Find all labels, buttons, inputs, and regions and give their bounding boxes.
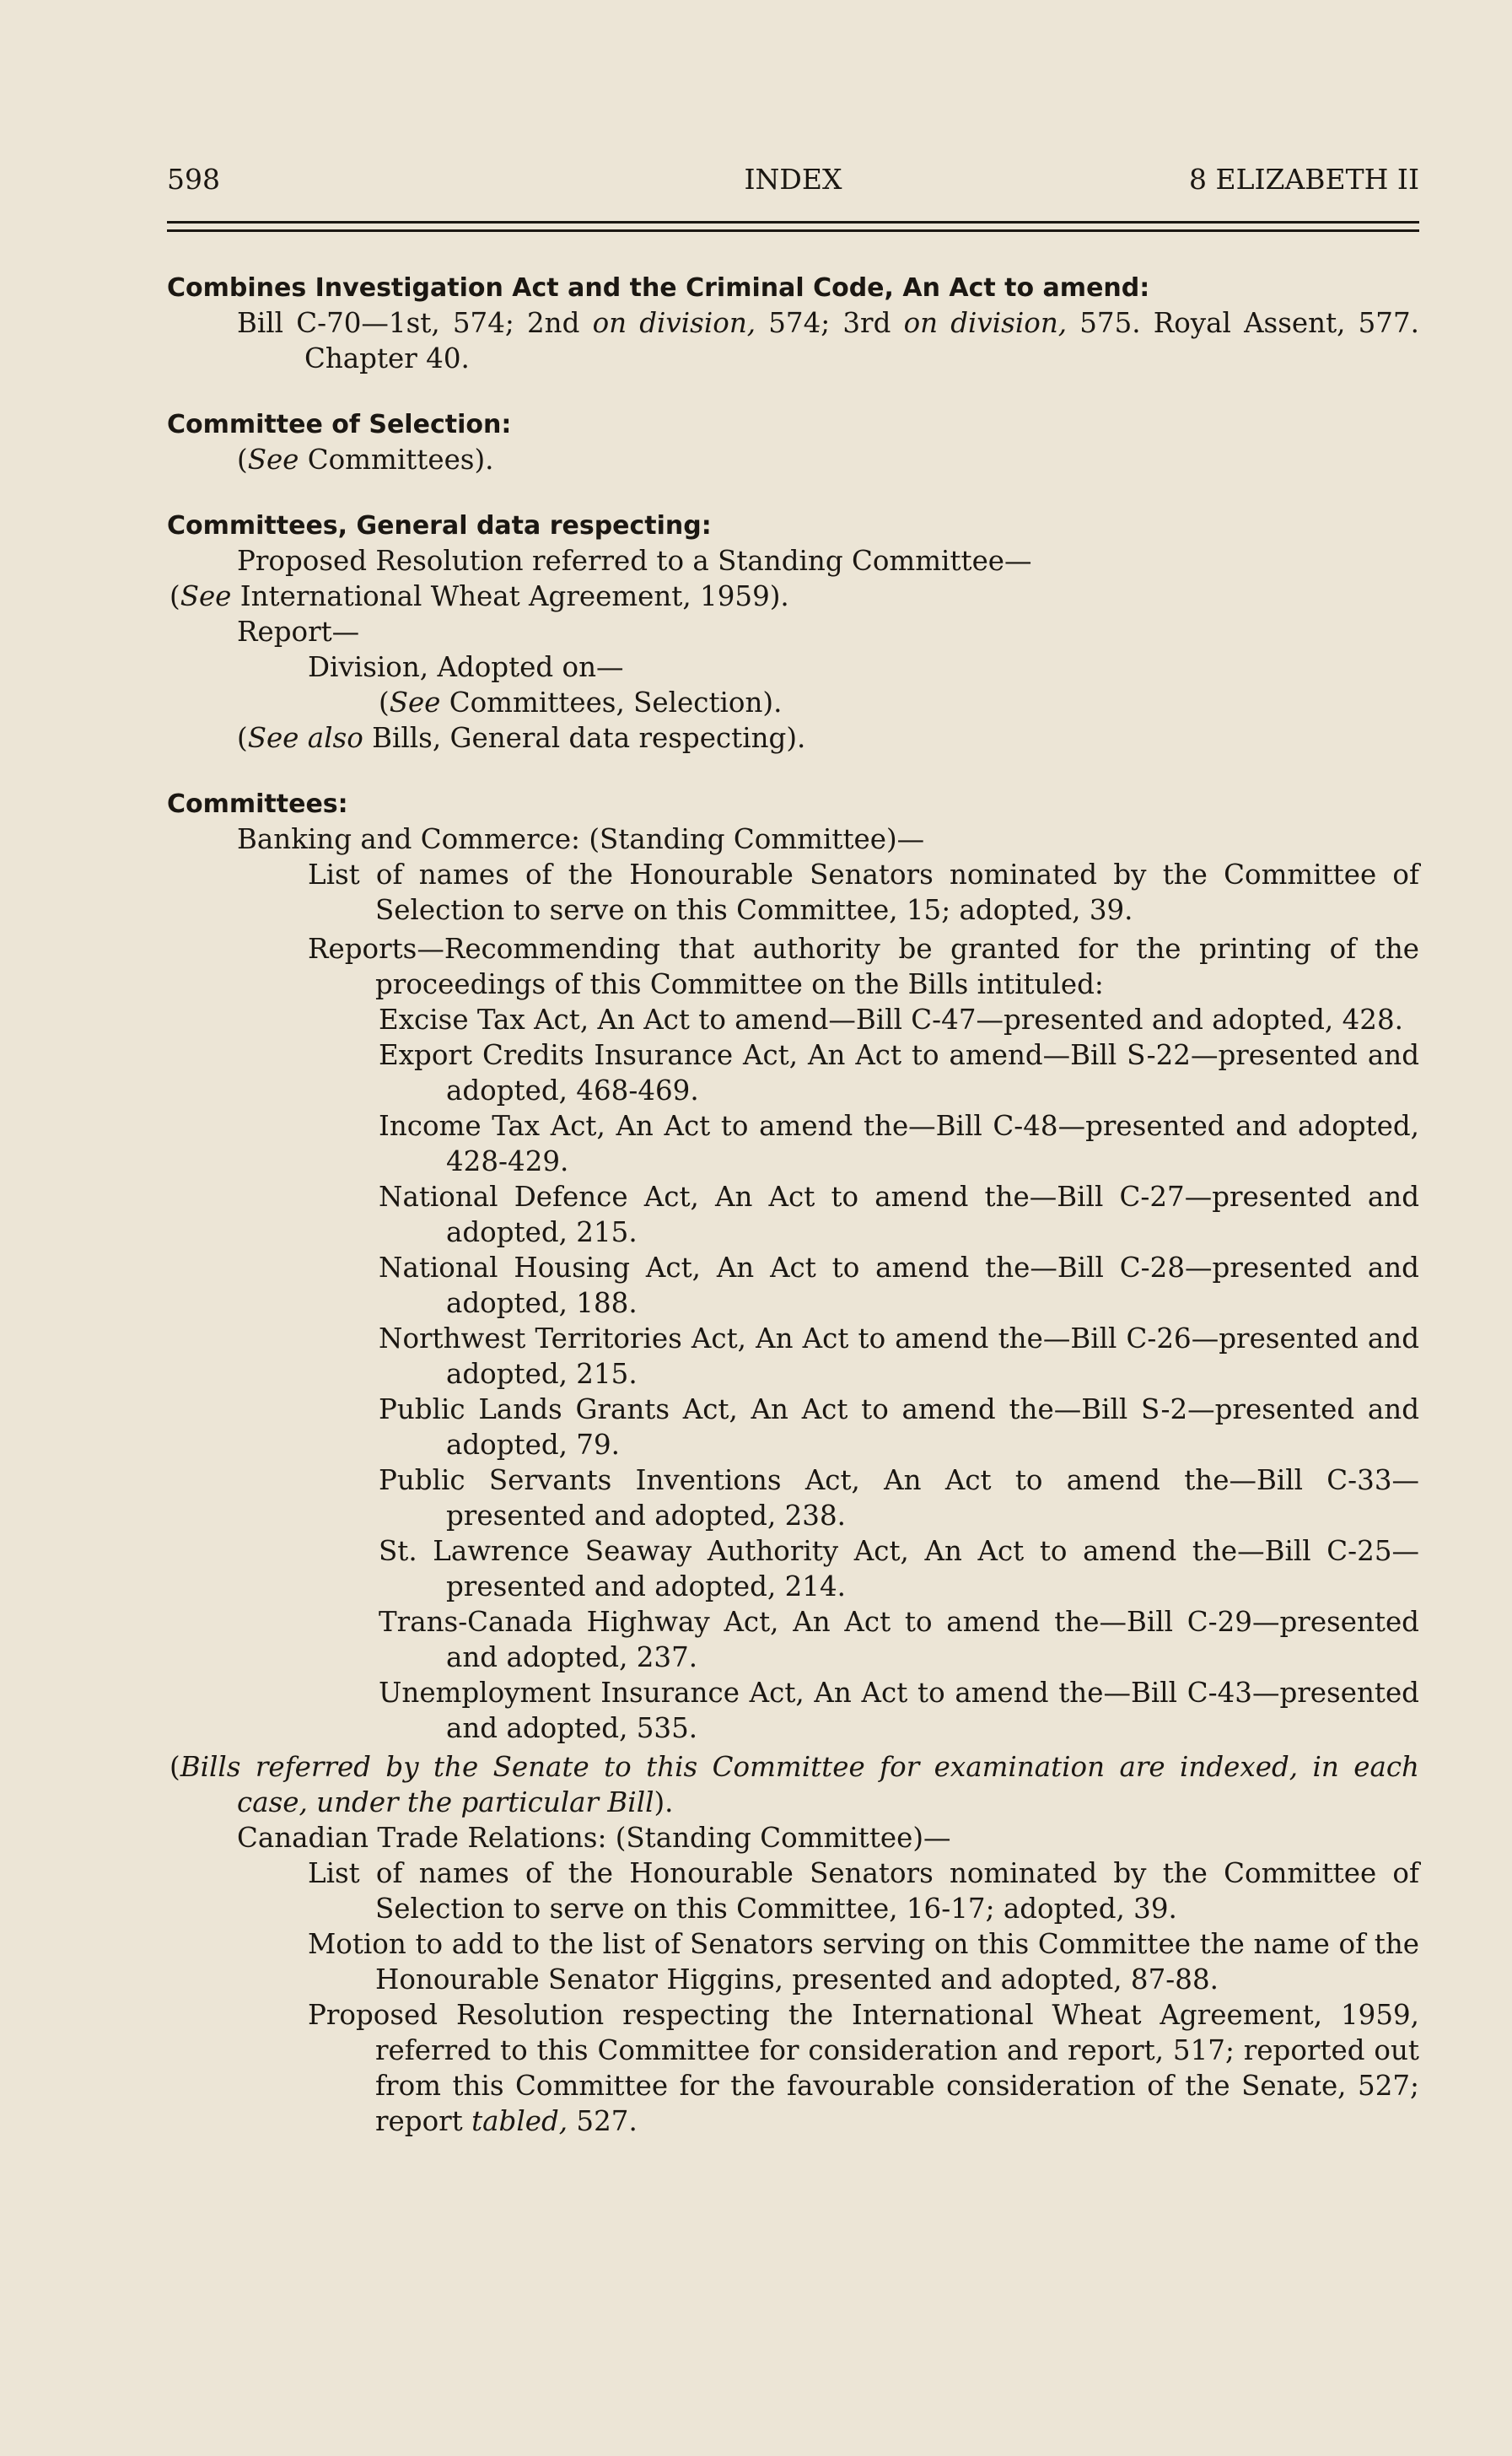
- entry-report: Report—: [237, 616, 360, 648]
- cross-reference-wheat-agreement: (See International Wheat Agreement, 1959).: [169, 580, 789, 612]
- bill-entry: St. Lawrence Seaway Authority Act, An Act to amend the—Bill C-25—presented and adopted, 214.: [379, 1535, 1419, 1602]
- entry-combines-bill: Bill C-70—1st, 574; 2nd on division, 574; 3rd on division, 575. Royal Assent, 577. Chapter 40.: [237, 307, 1419, 374]
- entry-heading-general-data: Committees, General data respecting:: [167, 511, 712, 541]
- header-rule-bottom: [167, 229, 1419, 232]
- bill-entry: Income Tax Act, An Act to amend the—Bill C-48—presented and adopted, 428-429.: [379, 1110, 1419, 1177]
- entry-heading-combines: Combines Investigation Act and the Criminal Code, An Act to amend:: [167, 273, 1150, 303]
- index-content: [167, 272, 1419, 2139]
- committee-canadian-trade-resolution: Proposed Resolution respecting the International Wheat Agreement, 1959, referred to this Committee for consideration and report, 517; reported out from this Committee for the favourable consideration of the Senate, 527; report tabled, 527.: [308, 1999, 1419, 2137]
- bill-entry: Public Servants Inventions Act, An Act to amend the—Bill C-33—presented and adopted, 238.: [379, 1464, 1419, 1532]
- committee-banking-note: (Bills referred by the Senate to this Committee for examination are indexed, in each case, under the particular Bill).: [169, 1751, 1419, 1818]
- committee-banking-title: Banking and Commerce: (Standing Committee)—: [237, 823, 925, 855]
- committee-canadian-trade-motion: Motion to add to the list of Senators serving on this Committee the name of the Honourable Senator Higgins, presented and adopted, 87-88.: [308, 1928, 1419, 1996]
- bill-entry: National Defence Act, An Act to amend the—Bill C-27—presented and adopted, 215.: [379, 1181, 1419, 1248]
- page-number: 598: [167, 163, 220, 196]
- entry-heading-committees: Committees:: [167, 789, 348, 819]
- bill-entry: Export Credits Insurance Act, An Act to amend—Bill S-22—presented and adopted, 468-469.: [379, 1039, 1419, 1107]
- bill-entry: Excise Tax Act, An Act to amend—Bill C-47—presented and adopted, 428.: [379, 1004, 1403, 1036]
- entry-division-adopted: Division, Adopted on—: [308, 651, 624, 683]
- cross-reference-committees: (See Committees).: [237, 444, 494, 476]
- bill-entry: Trans-Canada Highway Act, An Act to amend the—Bill C-29—presented and adopted, 237.: [379, 1606, 1419, 1673]
- bill-entry: National Housing Act, An Act to amend the—Bill C-28—presented and adopted, 188.: [379, 1252, 1419, 1319]
- committee-canadian-trade-title: Canadian Trade Relations: (Standing Committee)—: [237, 1822, 951, 1854]
- entry-proposed-resolution: Proposed Resolution referred to a Standing Committee—: [237, 545, 1032, 577]
- cross-reference-bills: (See also Bills, General data respecting).: [237, 722, 806, 754]
- cross-reference-selection: (See Committees, Selection).: [379, 687, 783, 719]
- bill-entry: Northwest Territories Act, An Act to amend the—Bill C-26—presented and adopted, 215.: [379, 1322, 1419, 1390]
- committee-canadian-trade-members: List of names of the Honourable Senators nominated by the Committee of Selection to serve on this Committee, 16-17; adopted, 39.: [308, 1857, 1419, 1925]
- committee-banking-reports: Reports—Recommending that authority be granted for the printing of the proceedings of this Committee on the Bills intituled:: [308, 933, 1419, 1000]
- bill-entry: Public Lands Grants Act, An Act to amend the—Bill S-2—presented and adopted, 79.: [379, 1393, 1419, 1461]
- session-label: 8 ELIZABETH II: [1189, 163, 1419, 196]
- page-title: INDEX: [744, 163, 842, 196]
- committee-banking-members: List of names of the Honourable Senators nominated by the Committee of Selection to serve on this Committee, 15; adopted, 39.: [308, 859, 1419, 926]
- entry-heading-selection: Committee of Selection:: [167, 410, 512, 439]
- header-rule-top: [167, 221, 1419, 224]
- bill-entry: Unemployment Insurance Act, An Act to amend the—Bill C-43—presented and adopted, 535.: [379, 1677, 1419, 1744]
